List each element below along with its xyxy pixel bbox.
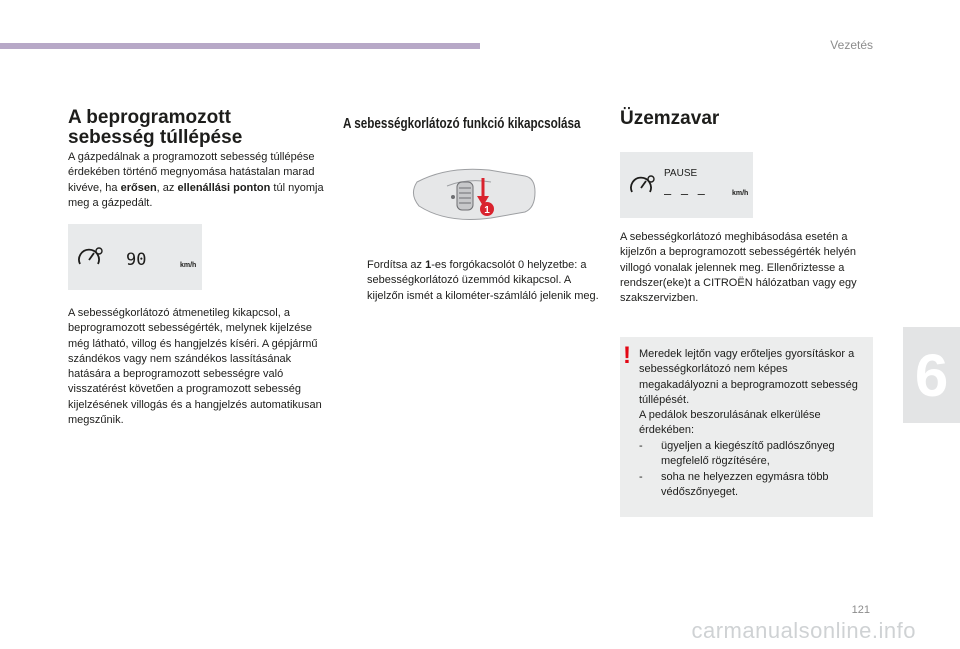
heading-deactivation: A sebességkorlátozó funkció kikapcsolása	[343, 115, 581, 132]
warning-list	[639, 439, 869, 500]
body-paragraph: A sebességkorlátozó átmenetileg kikapcsol, a beprogramozott sebességérték, melynek kijelzése még látható, villog és hangjelzés kíséri. A gépjármű szándékos vagy nem szándékos lassításának hatására a beprogramozott sebességre való visszatérést követően a programozott sebesség kijelzésének villogás és a hangjelzés automatikusan megszűnik.	[68, 307, 322, 427]
page-number: 121	[851, 604, 870, 616]
warning-note	[620, 337, 873, 517]
steering-column-stalk-illustration	[407, 152, 545, 236]
pause-label: PAUSE	[664, 168, 698, 179]
warning-text: Meredek lejtőn vagy erőteljes gyorsításkor a sebességkorlátozó nem képes megakadályozni a beprogramozott sebesség túllépését. A pedálok beszorulásának elkerülése érdekében:	[639, 348, 858, 437]
malfunction-paragraph: A sebességkorlátozó meghibásodása esetén a kijelzőn a beprogramozott sebességérték helyén villogó vonalak jelennek meg. Ellenőriztesse a rendszer(eke)t a CITROËN hálózatban vagy egy szakszervizben.	[620, 231, 857, 305]
watermark: carmanualsonline.info	[691, 618, 916, 643]
speed-unit: km/h	[732, 190, 749, 197]
step-paragraph: Fordítsa az 1-es forgókacsolót 0 helyzetbe: a sebességkorlátozó üzemmód kikapcsol. A kijelzőn ismét a kilométer-számláló jelenik meg.	[367, 259, 599, 302]
speed-display-90	[68, 224, 202, 290]
header-accent-bar	[0, 43, 480, 49]
heading-overspeed: A beprogramozott sebesség túllépése	[68, 107, 243, 148]
speed-value-90	[126, 250, 158, 267]
speed-display-pause	[620, 152, 753, 218]
speed-limiter-icon	[629, 174, 655, 196]
chapter-tab: 6	[903, 327, 960, 423]
speed-limiter-icon	[77, 246, 103, 268]
speed-dashes: – – –	[664, 186, 708, 201]
warning-icon: !	[623, 342, 631, 369]
speed-unit: km/h	[180, 262, 197, 269]
list-item: - ügyeljen a kiegészítő padlószőnyeg megfelelő rögzítésére,	[639, 439, 869, 470]
svg-text:90: 90	[126, 250, 147, 267]
intro-paragraph: A gázpedálnak a programozott sebesség túllépése érdekében történő megnyomása hatástalan marad kivéve, ha erősen, az ellenállási ponton túl nyomja meg a gázpedált.	[68, 151, 324, 209]
list-item: - soha ne helyezzen egymásra több védőszőnyeget.	[639, 470, 869, 501]
svg-text:1: 1	[484, 205, 490, 216]
section-title: Vezetés	[830, 38, 873, 52]
heading-malfunction: Üzemzavar	[620, 108, 720, 129]
